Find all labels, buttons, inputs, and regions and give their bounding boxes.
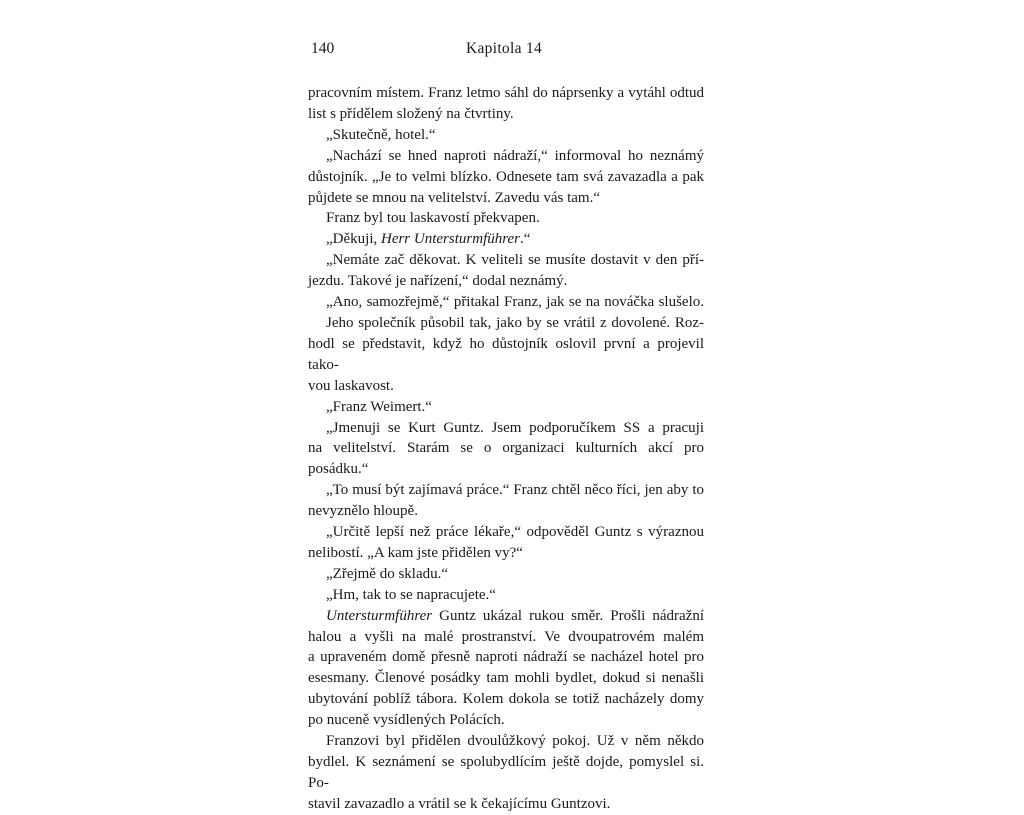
text-line: „Nemáte zač děkovat. K veliteli se musíte dostavit v den pří- (326, 252, 704, 269)
text-line: vou laskavost. (308, 377, 394, 394)
text-line: Franz byl tou laskavostí překvapen. (326, 210, 540, 227)
text-line: pracovním místem. Franz letmo sáhl do náprsenky a vytáhl odtud (308, 85, 704, 101)
text-line: po nuceně vysídlených Polácích. (308, 712, 505, 729)
body-text (308, 83, 704, 815)
text-line: hodl se představit, když ho důstojník oslovil první a projevil tako- (308, 335, 704, 373)
text-line: ubytování poblíž tábora. Kolem dokola se totiž nacházely domy (308, 691, 704, 708)
italic-term: Herr Untersturmführer (380, 231, 521, 248)
text-line: stavil zavazadlo a vrátil se k čekajícímu Guntzovi. (308, 795, 611, 812)
italic-term: Untersturmführer (326, 607, 433, 624)
page-number: 140 (311, 40, 335, 57)
running-header (311, 40, 703, 60)
text-line: nelibostí. „A kam jste přidělen vy?“ (308, 544, 523, 561)
text-line: a upraveném domě přesně naproti nádraží se nacházel hotel pro (308, 649, 704, 666)
text-line: „Ano, samozřejmě,“ přitakal Franz, jak se na nováčka slušelo. (326, 294, 704, 311)
text-segment: .“ (520, 231, 531, 248)
text-line: důstojník. „Je to velmi blízko. Odnesete tam svá zavazadla a pak (308, 168, 704, 185)
text-line: jezdu. Takové je nařízení,“ dodal neznámý. (308, 273, 568, 290)
text-line: „Nachází se hned naproti nádraží,“ informoval ho neznámý (326, 147, 704, 164)
text-line (308, 229, 704, 250)
text-line: na velitelství. Starám se o organizaci kulturních akcí pro posádku.“ (308, 440, 704, 478)
text-line: nevyznělo hloupě. (308, 503, 418, 520)
text-line: „Zřejmě do skladu.“ (326, 565, 449, 582)
text-line: Franzovi byl přidělen dvoulůžkový pokoj. Už v něm někdo (326, 733, 704, 750)
text-segment: Guntz ukázal rukou směr. Prošli nádražní (432, 607, 704, 624)
text-line: halou a vyšli na malé prostranství. Ve dvoupatrovém malém (308, 628, 704, 645)
text-line (308, 606, 704, 627)
text-line: „Jmenuji se Kurt Guntz. Jsem podporučíkem SS a pracuji (326, 419, 704, 436)
text-line: Jeho společník působil tak, jako by se vrátil z dovolené. Roz- (326, 314, 704, 331)
chapter-title: Kapitola 14 (466, 40, 543, 57)
text-line: „Franz Weimert.“ (326, 398, 432, 415)
text-line: „To musí být zajímavá práce.“ Franz chtěl něco říci, jen aby to (326, 482, 704, 499)
text-line: „Skutečně, hotel.“ (326, 126, 436, 143)
text-line: „Určitě lepší než práce lékaře,“ odpověděl Guntz s výraznou (326, 524, 704, 541)
text-line: bydlel. K seznámení se spolubydlícím ještě dojde, pomyslel si. Po- (308, 754, 704, 791)
text-segment: „Děkuji, (326, 231, 381, 248)
text-line: list s přídělem složený na čtvrtiny. (308, 105, 514, 122)
text-line: „Hm, tak to se napracujete.“ (326, 586, 496, 603)
text-line: esesmany. Členové posádky tam mohli bydlet, dokud si nenašli (308, 670, 704, 687)
text-line: půjdete se mnou na velitelství. Zavedu vás tam.“ (308, 189, 601, 206)
